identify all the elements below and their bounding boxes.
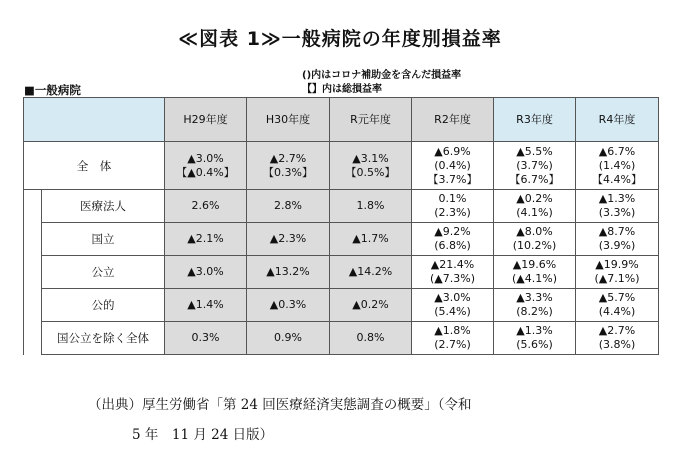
value-line: 【▲0.4%】 <box>176 165 235 179</box>
value-line: ▲3.3% <box>516 291 553 304</box>
table-header-row <box>24 98 659 142</box>
value-line: ▲2.3% <box>269 232 307 245</box>
value-cell <box>330 223 412 256</box>
value-line: (2.3%) <box>434 206 471 219</box>
value-cell <box>330 289 412 322</box>
value-line: ▲13.2% <box>266 265 310 278</box>
value-cell <box>165 223 247 256</box>
value-cell <box>576 322 659 355</box>
value-line: ▲0.3% <box>269 298 307 311</box>
value-line: 0.3% <box>191 331 220 344</box>
value-line: ▲1.3% <box>598 192 636 205</box>
value-line: ▲6.9% <box>434 144 471 158</box>
value-line: 0.9% <box>274 331 302 344</box>
value-line: (4.4%) <box>598 305 636 318</box>
value-cell <box>165 289 247 322</box>
value-cell <box>165 142 247 190</box>
value-cell <box>494 223 576 256</box>
value-cell <box>165 322 247 355</box>
value-line: ▲21.4% <box>430 258 475 271</box>
value-line: (0.4%) <box>434 158 471 172</box>
column-header: R3年度 <box>494 98 576 142</box>
value-line: (▲7.3%) <box>430 272 475 285</box>
row-label: 公立 <box>42 256 165 289</box>
value-line: ▲3.0% <box>187 151 224 165</box>
value-line: 2.8% <box>274 199 302 212</box>
value-line: ▲19.9% <box>595 258 639 271</box>
value-line: ▲1.8% <box>434 324 471 337</box>
value-line: (▲4.1%) <box>512 272 557 285</box>
profit-ratio-table <box>23 97 659 355</box>
value-line: 【0.3%】 <box>263 165 313 179</box>
column-header: H30年度 <box>247 98 330 142</box>
value-line: (1.4%) <box>598 158 636 172</box>
value-line: ▲14.2% <box>348 265 393 278</box>
value-cell <box>247 322 330 355</box>
value-cell <box>247 256 330 289</box>
value-line: (3.8%) <box>598 338 636 351</box>
value-cell <box>494 142 576 190</box>
value-cell <box>330 142 412 190</box>
value-cell <box>576 223 659 256</box>
value-cell <box>412 190 494 223</box>
column-header: R2年度 <box>412 98 494 142</box>
value-cell <box>576 190 659 223</box>
source-line-1: （出典）厚生労働省「第 24 回医療経済実態調査の概要」（令和 <box>88 397 472 413</box>
row-indent <box>24 322 42 355</box>
value-cell <box>494 190 576 223</box>
value-line: (3.9%) <box>598 239 636 252</box>
value-line: 【6.7%】 <box>509 172 560 186</box>
value-cell <box>330 322 412 355</box>
value-line: (10.2%) <box>512 239 557 252</box>
row-label: 国立 <box>42 223 165 256</box>
value-line: 2.6% <box>191 199 220 212</box>
table-notes <box>302 69 461 97</box>
row-label: 医療法人 <box>42 190 165 223</box>
note-total-profit: 【】内は総損益率 <box>302 84 382 95</box>
source-line-2: 5 年 11 月 24 日版） <box>132 427 274 443</box>
row-label: 全 体 <box>24 142 165 190</box>
value-line: (▲7.1%) <box>594 272 640 285</box>
value-line: (8.2%) <box>516 305 553 318</box>
value-line: ▲1.7% <box>352 232 389 245</box>
table-row <box>24 190 659 223</box>
value-line: 【3.7%】 <box>427 172 478 186</box>
value-line: ▲3.0% <box>434 291 471 304</box>
value-line: ▲0.2% <box>516 192 553 205</box>
value-line: ▲2.1% <box>187 232 224 245</box>
value-cell <box>165 256 247 289</box>
value-line: (3.3%) <box>598 206 636 219</box>
value-cell <box>412 289 494 322</box>
value-line: (3.7%) <box>516 158 553 172</box>
value-cell <box>576 142 659 190</box>
value-line: ▲9.2% <box>434 225 471 238</box>
value-line: 【4.4%】 <box>592 172 642 186</box>
value-line: ▲2.7% <box>269 151 307 165</box>
table-row <box>24 223 659 256</box>
value-line: (2.7%) <box>434 338 471 351</box>
value-cell <box>412 322 494 355</box>
value-cell <box>165 190 247 223</box>
value-cell <box>247 142 330 190</box>
value-cell <box>247 223 330 256</box>
value-line: ▲0.2% <box>352 298 389 311</box>
value-cell <box>330 190 412 223</box>
value-line: (5.4%) <box>434 305 471 318</box>
value-line: ▲3.1% <box>352 151 389 165</box>
value-cell <box>494 322 576 355</box>
page-title: ≪図表 1≫一般病院の年度別損益率 <box>178 28 502 50</box>
row-indent <box>24 223 42 256</box>
value-cell <box>412 256 494 289</box>
table-row <box>24 142 659 190</box>
value-line: ▲8.7% <box>598 225 636 238</box>
value-cell <box>247 289 330 322</box>
value-line: (6.8%) <box>434 239 471 252</box>
note-covid-subsidy: ()内はコロナ補助金を含んだ損益率 <box>302 70 462 81</box>
value-cell <box>412 223 494 256</box>
row-indent <box>24 190 42 223</box>
section-label: ■一般病院 <box>24 83 81 97</box>
value-line: ▲1.3% <box>516 324 553 337</box>
value-line: ▲1.4% <box>187 298 224 311</box>
row-label: 公的 <box>42 289 165 322</box>
value-line: 0.1% <box>438 192 467 205</box>
value-cell <box>576 289 659 322</box>
value-cell <box>247 190 330 223</box>
value-line: (5.6%) <box>516 338 553 351</box>
value-line: ▲19.6% <box>512 258 557 271</box>
value-line: ▲8.0% <box>516 225 553 238</box>
table-row <box>24 322 659 355</box>
value-line: 【0.5%】 <box>345 165 396 179</box>
row-label: 国公立を除く全体 <box>42 322 165 355</box>
value-line: ▲3.0% <box>187 265 224 278</box>
value-cell <box>412 142 494 190</box>
row-indent <box>24 289 42 322</box>
value-line: 0.8% <box>356 331 385 344</box>
value-line: ▲5.7% <box>598 291 636 304</box>
table-row <box>24 256 659 289</box>
value-line: 1.8% <box>356 199 385 212</box>
row-indent <box>24 256 42 289</box>
table-corner-cell <box>24 98 165 142</box>
column-header: H29年度 <box>165 98 247 142</box>
value-line: (4.1%) <box>516 206 553 219</box>
value-line: ▲6.7% <box>598 144 636 158</box>
column-header: R元年度 <box>330 98 412 142</box>
value-cell <box>494 289 576 322</box>
value-cell <box>494 256 576 289</box>
value-line: ▲5.5% <box>516 144 553 158</box>
source-citation <box>88 390 472 450</box>
value-cell <box>576 256 659 289</box>
value-cell <box>330 256 412 289</box>
value-line: ▲2.7% <box>598 324 636 337</box>
column-header: R4年度 <box>576 98 659 142</box>
table-row <box>24 289 659 322</box>
